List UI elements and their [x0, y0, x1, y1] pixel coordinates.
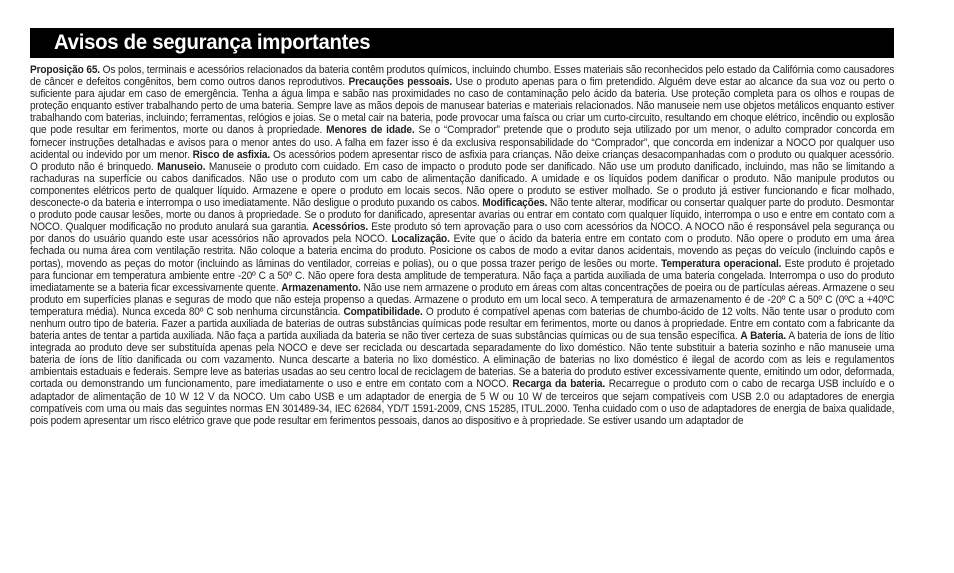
section-heading-modificacoes: Modificações. [482, 197, 548, 210]
section-text-compatibilidade: O produto é compatível apenas com baterias de chumbo-ácido de 12 volts. Não tente usar o produto com nenhum outro tipo de bateria. Fazer a partida auxiliada de baterias de outras substâncias químicas pode resultar em ferimentos, morte ou danos à propriedade. Entre em contato com a fabricante da bateria antes de tentar a partida auxiliada. Não faça a partida auxiliada da bateria se não tiver certeza de suas substâncias químicas ou de sua tensão específica. [30, 305, 895, 343]
section-heading-precaucoes-pessoais: Precauções pessoais. [348, 76, 453, 89]
title-bar [30, 28, 894, 58]
section-text-proposicao-65: Os polos, terminais e acessórios relacionados da bateria contêm produtos químicos, incluindo chumbo. Esses materiais são reconhecidos pelo estado da Califórnia como causadores de câncer e defeitos congênitos, bem como outros danos reprodutivos. [30, 64, 895, 89]
section-heading-risco-de-asfixia: Risco de asfixia. [192, 148, 271, 161]
section-heading-armazenamento: Armazenamento. [281, 281, 361, 294]
section-heading-proposicao-65: Proposição 65. [30, 64, 100, 76]
section-text-acessorios: Este produto só tem aprovação para o uso com acessórios da NOCO. A NOCO não é responsável pela segurança ou por danos do usuário quando este usar acessórios não aprovados pela NOCO. [30, 221, 895, 246]
section-heading-temperatura-operacional: Temperatura operacional. [661, 257, 782, 270]
section-heading-manuseio: Manuseio. [157, 160, 206, 173]
section-text-modificacoes: Não tente alterar, modificar ou consertar qualquer parte do produto. Desmontar o produto pode causar lesões, morte ou danos à propriedade. Se o produto for danificado, apresentar avarias ou entrar em contato com qualquer líquido, interrompa o uso e entre em contato com a NOCO. Qualquer modificação no produto anulará sua garantia. [30, 197, 895, 234]
section-text-a-bateria: A bateria de íons de lítio integrada ao produto deve ser substituída apenas pela NOCO e deve ser reciclada ou descartada separadamente do lixo doméstico. Não tente substituir a bateria sozinho e não manuseie uma bateria de íons de lítio danificada ou com vazamento. Nunca descarte a bateria no lixo doméstico. A eliminação de baterias no lixo doméstico é ilegal de acordo com as leis e regulamentos ambientais estaduais e federais. Sempre leve as baterias usadas ao seu centro local de reciclagem de baterias. Se a bateria do produto estiver excessivamente quente, emitindo um odor, deformada, cortada ou demonstrando um funcionamento, pare imediatamente o uso e entre em contato com a NOCO. [30, 330, 895, 391]
section-heading-recarga-da-bateria: Recarga da bateria. [512, 378, 606, 391]
section-text-menores-de-idade: Se o “Comprador” pretende que o produto seja utilizado por um menor, o adulto comprador concorda em fornecer instruções detalhadas e avisos para o menor antes do uso. A falha em fazer isso é da exclusiva responsabilidade do “Comprador”, que concorda em indenizar a NOCO por qualquer uso acidental ou indevido por um menor. [30, 124, 895, 161]
section-heading-a-bateria: A Bateria. [740, 330, 787, 343]
section-text-temperatura-operacional: Este produto é projetado para funcionar em temperatura ambiente entre -20º C a 50º C. Não opere fora desta amplitude de temperatura. Não faça a partida auxiliada de uma bateria congelada. Interrompa o uso do produto imediatamente se a bateria ficar excessivamente quente. [30, 257, 895, 294]
section-text-armazenamento: Não use nem armazene o produto em áreas com altas concentrações de poeira ou de partículas aéreas. Armazene o seu produto em superfícies planas e seguras de modo que não esteja propenso a quedas. Armazene o produto em um local seco. A temperatura de armazenamento é de -20º C a 50º C (0ºC a +40ºC temperatura média). Nunca exceda 80º C sob nenhuma circunstância. [30, 281, 895, 318]
safety-notice-page [30, 28, 894, 427]
section-text-recarga-da-bateria: Recarregue o produto com o cabo de recarga USB incluído e o adaptador de alimentação de 10 W 12 V da NOCO. Um cabo USB e um adaptador de energia de 5 W ou 10 W de terceiros que sejam compatíveis com USB 2.0 ou adaptadores de energia compatíveis com uma ou mais das seguintes normas EN 301489-34, IEC 62684, YD/T 1591-2009, CNS 15285, ITUL.2000. Tenha cuidado com o uso de adaptadores de energia de baixa qualidade, pois podem apresentar um risco elétrico grave que pode resultar em ferimentos pessoais, danos ao dispositivo e à propriedade. Se estiver usando um adaptador de [30, 378, 895, 427]
section-text-risco-de-asfixia: Os acessórios podem apresentar risco de asfixia para crianças. Não deixe crianças desacompanhadas com o produto ou qualquer acessório. O produto não é brinquedo. [30, 148, 895, 173]
section-text-localizacao: Evite que o ácido da bateria entre em contato com o produto. Não opere o produto em uma área fechada ou numa área com ventilação restrita. Não coloque a bateria encima do produto. Posicione os cabos de modo a evitar danos acidentais, movendo as peças do veículo (incluindo capôs e portas), movendo as peças do motor (incluindo as lâminas do ventilador, correias e polias), ou o que possa trazer perigo de lesões ou morte. [30, 233, 895, 270]
page-title: Avisos de segurança importantes [54, 31, 371, 54]
section-text-manuseio: Manuseie o produto com cuidado. Em caso de impacto o produto pode ser danificado. Não use um produto danificado, incluindo, mas não se limitando a rachaduras na superfície ou cabos danificados. Não use o produto com um cabo de alimentação danificado. A umidade e os líquidos podem danificar o produto. Não manipule produtos ou componentes elétricos perto de qualquer líquido. Armazene e opere o produto em locais secos. Não opere o produto se estiver molhado. Se o produto já estiver funcionando e ficar molhado, desconecte-o da bateria e interrompa o uso imediatamente. Não desligue o produto puxando os cabos. [30, 160, 895, 210]
section-heading-menores-de-idade: Menores de idade. [326, 124, 415, 137]
section-text-precaucoes-pessoais: Use o produto apenas para o fim pretendido. Alguém deve estar ao alcance da sua voz ou perto o suficiente para ajudar em caso de emergência. Tenha a água limpa e sabão nas proximidades no caso de contaminação pelo ácido da bateria. Use proteção completa para os olhos e roupas de proteção enquanto estiver trabalhando perto de uma bateria. Sempre lave as mãos depois de manusear baterias e materiais relacionados. Não manuseie nem use objetos metálicos enquanto estiver trabalhando com baterias, incluindo; ferramentas, relógios e joias. Se o metal cair na bateria, pode provocar uma faísca ou criar um curto-circuito, resultando em choque elétrico, incêndio ou explosão que pode resultar em ferimentos, morte ou danos à propriedade. [30, 76, 895, 137]
safety-notice-body [30, 64, 894, 427]
section-heading-acessorios: Acessórios. [312, 221, 369, 234]
section-heading-compatibilidade: Compatibilidade. [343, 305, 423, 318]
section-heading-localizacao: Localização. [391, 233, 450, 246]
